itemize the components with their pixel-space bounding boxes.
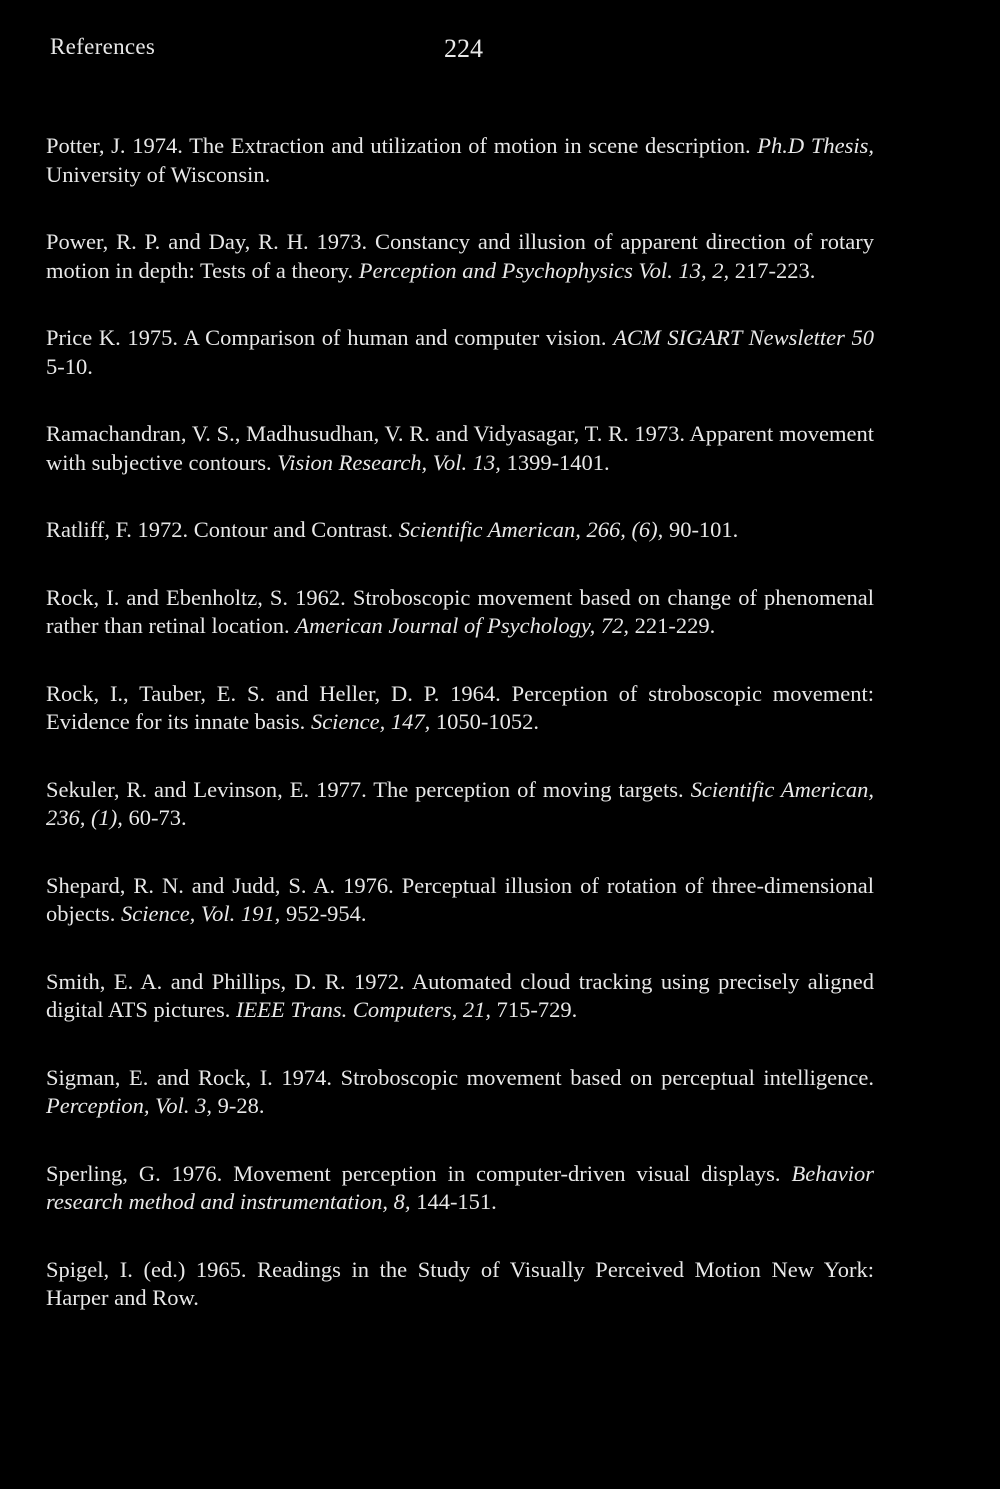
reference-text: Sigman, E. and Rock, I. 1974. Stroboscopic movement based on perceptual intelligence.: [46, 1064, 874, 1090]
reference-pages: 1399-1401.: [506, 449, 610, 475]
reference-text: Ramachandran, V. S., Madhusudhan, V. R. and Vidyasagar, T. R. 1973. Apparent movement with subjective contours.: [46, 421, 874, 475]
reference-source: Perception and Psychophysics Vol. 13, 2,: [358, 257, 730, 283]
reference-pages: 144-151.: [416, 1189, 497, 1214]
page-header: [50, 30, 930, 70]
reference-source: Scientific American, 236, (1),: [46, 776, 874, 830]
reference-source: American Journal of Psychology, 72,: [295, 613, 629, 638]
running-head: References: [50, 34, 156, 59]
reference-source: Vision Research, Vol. 13,: [277, 449, 501, 475]
reference-entry: [46, 968, 874, 1025]
reference-entry: [46, 872, 874, 929]
reference-pages: 90-101.: [668, 517, 739, 542]
reference-source: Scientific American, 266, (6),: [398, 517, 664, 542]
reference-text: Potter, J. 1974. The Extraction and utilization of motion in scene description.: [46, 133, 751, 158]
reference-text: Ratliff, F. 1972. Contour and Contrast.: [46, 517, 394, 542]
reference-pages: 952-954.: [285, 901, 367, 926]
reference-entry: [46, 680, 874, 737]
reference-pages: University of Wisconsin.: [46, 161, 271, 187]
reference-source: ACM SIGART Newsletter 50: [613, 325, 875, 350]
reference-pages: 217-223.: [734, 257, 816, 283]
reference-source: Science, 147,: [310, 709, 431, 734]
reference-text: Rock, I., Tauber, E. S. and Heller, D. P. 1964. Perception of stroboscopic movement: Evidence for its innate basis.: [46, 680, 874, 734]
reference-pages: 5-10.: [46, 353, 93, 379]
reference-pages: 715-729.: [496, 997, 578, 1022]
reference-source: IEEE Trans. Computers, 21,: [236, 997, 492, 1022]
reference-pages: 1050-1052.: [435, 709, 540, 734]
reference-entry: [46, 516, 874, 545]
reference-entry: [46, 776, 874, 833]
reference-text: Spigel, I. (ed.) 1965. Readings in the Study of Visually Perceived Motion New York: Harper and Row.: [46, 1256, 874, 1310]
reference-text: Price K. 1975. A Comparison of human and computer vision.: [46, 325, 607, 350]
reference-source: Perception, Vol. 3,: [46, 1093, 213, 1118]
reference-text: Power, R. P. and Day, R. H. 1973. Constancy and illusion of apparent direction of rotary motion in depth: Tests of a theory.: [46, 229, 874, 283]
reference-source: Science, Vol. 191,: [120, 901, 281, 926]
reference-source: Behavior research method and instrumentation, 8,: [46, 1160, 875, 1214]
reference-entry: [46, 324, 874, 381]
reference-text: Shepard, R. N. and Judd, S. A. 1976. Perceptual illusion of rotation of three-dimensional objects.: [46, 872, 874, 926]
page-number: 224: [444, 34, 483, 63]
reference-entry: [46, 1256, 874, 1313]
reference-text: Sperling, G. 1976. Movement perception in computer-driven visual displays.: [46, 1160, 781, 1186]
reference-text: Smith, E. A. and Phillips, D. R. 1972. Automated cloud tracking using precisely aligned digital ATS pictures.: [46, 968, 874, 1022]
reference-entry: [46, 420, 874, 477]
reference-entry: [46, 1160, 874, 1217]
reference-entry: [46, 132, 874, 189]
reference-entry: [46, 1064, 874, 1121]
reference-text: Sekuler, R. and Levinson, E. 1977. The perception of moving targets.: [46, 776, 684, 802]
reference-pages: 60-73.: [128, 805, 187, 830]
reference-entry: [46, 228, 874, 285]
reference-pages: 221-229.: [634, 613, 716, 638]
reference-pages: 9-28.: [217, 1093, 265, 1118]
reference-text: Rock, I. and Ebenholtz, S. 1962. Stroboscopic movement based on change of phenomenal rather than retinal location.: [46, 584, 874, 638]
reference-list: [46, 132, 874, 1352]
reference-source: Ph.D Thesis,: [757, 133, 874, 158]
reference-entry: [46, 584, 874, 641]
